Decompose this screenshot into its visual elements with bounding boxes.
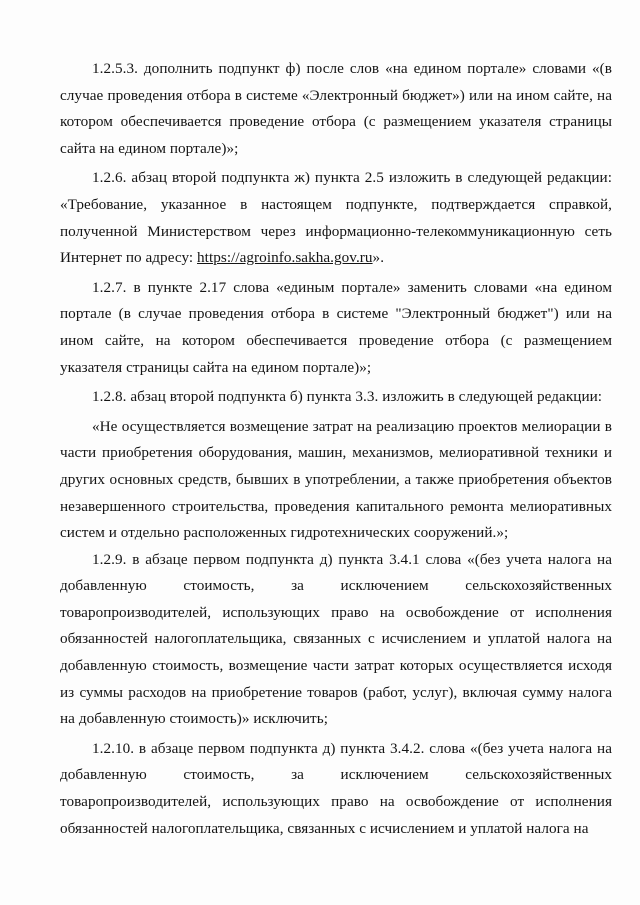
- paragraph-1-2-6: [60, 165, 612, 271]
- paragraph-1-2-5-3: 1.2.5.3. дополнить подпункт ф) после слов «на едином портале» словами «(в случае проведения отбора в системе «Электронный бюджет») или на ином сайте, на котором обеспечивается проведение отбора (с размещением указателя страницы сайта на едином портале)»;: [60, 60, 612, 157]
- paragraph-1-2-6-text: 1.2.6. абзац второй подпункта ж) пункта 2.5 изложить в следующей редакции: «Требование, указанное в настоящем подпункте, подтверждается справкой, полученной Министерством через информационно-телекоммуникационную сеть Интернет по адресу:: [60, 169, 612, 267]
- paragraph-1-2-9: 1.2.9. в абзаце первом подпункта д) пункта 3.4.1 слова «(без учета налога на добавленную стоимость, за исключением сельскохозяйственных товаропроизводителей, использующих право на освобождение от исполнения обязанностей налогоплательщика, связанных с исчислением и уплатой налога на добавленную стоимость, возмещение части затрат которых осуществляется исходя из суммы расходов на приобретение товаров (работ, услуг), включая сумму налога на добавленную стоимость)» исключить;: [60, 550, 612, 728]
- paragraph-1-2-8: 1.2.8. абзац второй подпункта б) пункта 3.3. изложить в следующей редакции:: [92, 388, 603, 406]
- paragraph-1-2-6-end: ».: [372, 249, 385, 267]
- document-body: [60, 56, 612, 845]
- paragraph-1-2-7: 1.2.7. в пункте 2.17 слова «единым портале» заменить словами «на едином портале (в случае проведения отбора в системе "Электронный бюджет") или на ином сайте, на котором обеспечивается проведение отбора (с размещением указателя страницы сайта на едином портале)»;: [60, 278, 612, 376]
- paragraph-1-2-10: 1.2.10. в абзаце первом подпункта д) пункта 3.4.2. слова «(без учета налога на добавленную стоимость, за исключением сельскохозяйственных товаропроизводителей, использующих право на освобождение от исполнения обязанностей налогоплательщика, связанных с исчислением и уплатой налога на: [60, 739, 612, 837]
- agroinfo-link[interactable]: https://agroinfo.sakha.gov.ru: [197, 249, 373, 267]
- paragraph-quote-new-text: «Не осуществляется возмещение затрат на реализацию проектов мелиорации в части приобретения оборудования, машин, механизмов, мелиоративной техники и других основных средств, бывших в употреблении, а также приобретения объектов незавершенного строительства, проведения капитального ремонта мелиоративных систем и отдельно расположенных гидротехнических сооружений.»;: [60, 417, 612, 542]
